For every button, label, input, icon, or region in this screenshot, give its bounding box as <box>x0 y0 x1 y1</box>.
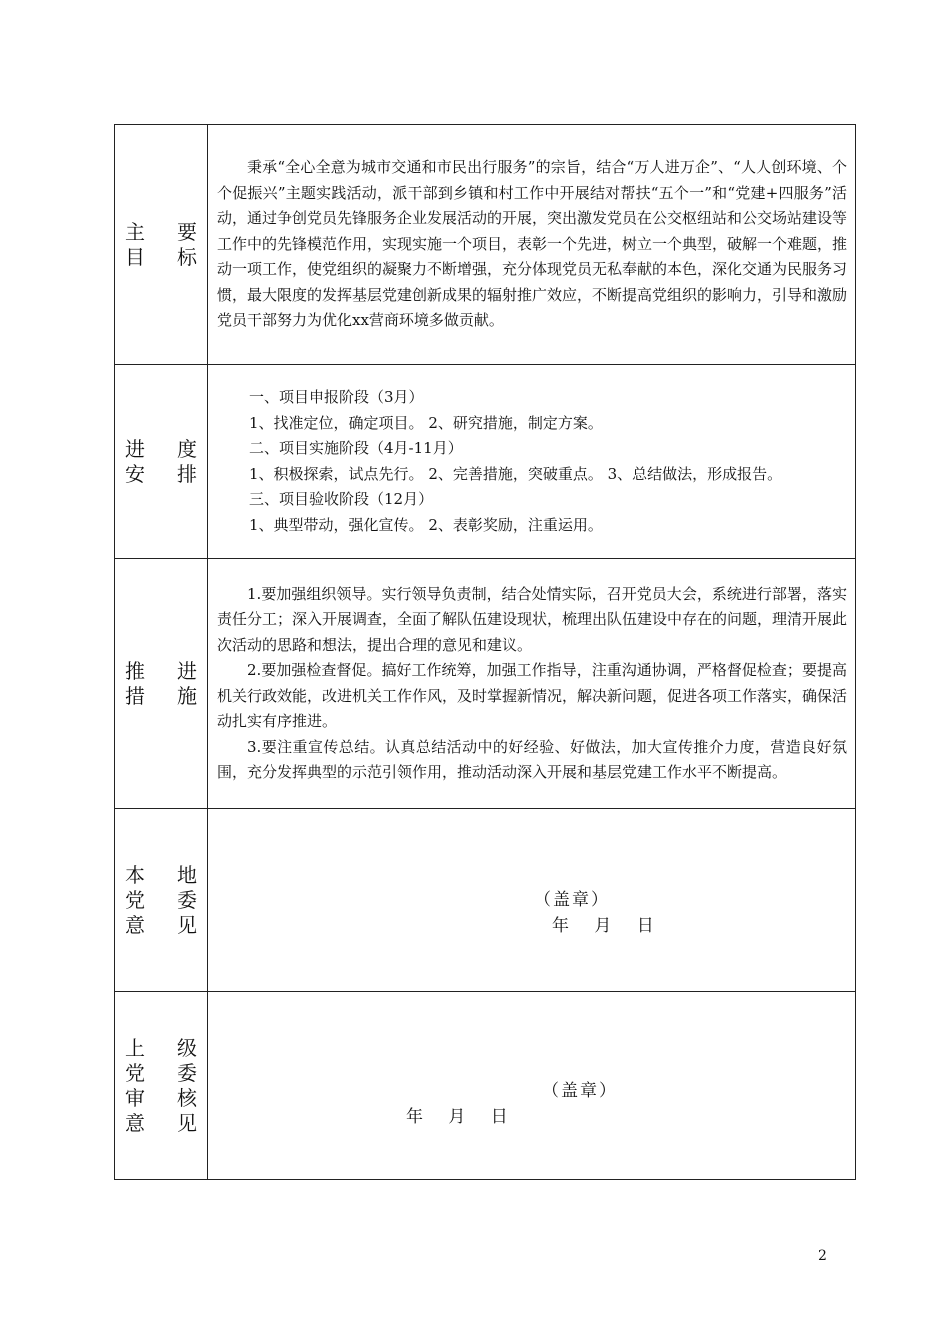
label-char: 见 <box>177 912 197 937</box>
measures-paragraph: 2.要加强检查督促。搞好工作统筹，加强工作指导，注重沟通协调，严格督促检查；要提高机关行政效能，改进机关工作作风，及时掌握新情况，解决新问题，促进各项工作落实，确保活动扎实有序推进。 <box>217 661 848 730</box>
progress-line: 三、项目验收阶段（12月） <box>249 490 434 508</box>
label-char: 主 <box>125 219 145 244</box>
label-char: 党 <box>125 1060 145 1085</box>
date-placeholder: 年 月 日 <box>406 1107 518 1127</box>
label-char: 审 <box>125 1085 145 1110</box>
progress-line: 一、项目申报阶段（3月） <box>249 388 424 406</box>
label-char: 意 <box>125 1110 145 1135</box>
objectives-label <box>115 125 208 365</box>
label-char: 安 <box>125 461 145 486</box>
page-number: 2 <box>818 1248 827 1264</box>
label-char: 上 <box>125 1035 145 1060</box>
label-char: 意 <box>125 912 145 937</box>
progress-line: 1、找准定位，确定项目。 2、研究措施，制定方案。 <box>249 413 603 432</box>
label-char: 本 <box>125 862 145 887</box>
seal-placeholder: （盖章） <box>534 890 610 910</box>
measures-content <box>208 559 856 809</box>
objectives-content <box>208 125 856 365</box>
progress-label <box>115 365 208 559</box>
label-char: 要 <box>177 219 197 244</box>
objectives-row <box>115 125 856 365</box>
upper-party-review-content <box>208 992 856 1180</box>
label-char: 核 <box>177 1085 197 1110</box>
progress-content <box>208 365 856 559</box>
label-char: 标 <box>177 244 197 269</box>
upper-party-review-label <box>115 992 208 1180</box>
measures-paragraph: 3.要注重宣传总结。认真总结活动中的好经验、好做法，加大宣传推介力度，营造良好氛围，充分发挥典型的示范引领作用，推动活动深入开展和基层党建工作水平不断提高。 <box>217 737 847 781</box>
seal-placeholder: （盖章） <box>542 1081 618 1101</box>
label-char: 进 <box>177 658 197 683</box>
label-char: 地 <box>177 862 197 887</box>
measures-paragraph: 1.要加强组织领导。实行领导负责制，结合处情实际，召开党员大会，系统进行部署，落实责任分工；深入开展调查，全面了解队伍建设现状，梳理出队伍建设中存在的问题，理清开展此次活动的思路和想法，提出合理的意见和建议。 <box>217 584 848 654</box>
progress-row <box>115 365 856 559</box>
label-char: 委 <box>177 1060 197 1085</box>
progress-line: 二、项目实施阶段（4月-11月） <box>249 439 463 457</box>
progress-line: 1、积极探索，试点先行。 2、完善措施，突破重点。 3、总结做法，形成报告。 <box>249 464 783 483</box>
progress-line: 1、典型带动，强化宣传。 2、表彰奖励，注重运用。 <box>249 515 603 534</box>
label-char: 进 <box>125 436 145 461</box>
label-char: 施 <box>177 683 197 708</box>
date-placeholder: 年 月 日 <box>552 916 664 936</box>
measures-row <box>115 559 856 809</box>
application-form-table <box>114 124 856 1180</box>
label-char: 排 <box>177 461 197 486</box>
local-party-opinion-content <box>208 809 856 992</box>
local-party-opinion-row <box>115 809 856 992</box>
label-char: 委 <box>177 887 197 912</box>
upper-party-review-row <box>115 992 856 1180</box>
label-char: 级 <box>177 1035 197 1060</box>
label-char: 推 <box>125 658 145 683</box>
measures-label <box>115 559 208 809</box>
objectives-text: 秉承“全心全意为城市交通和市民出行服务”的宗旨，结合“万人进万企”、“人人创环境、个个促振兴”主题实践活动，派干部到乡镇和村工作中开展结对帮扶“五个一”和“党建+四服务”活动，通过争创党员先锋服务企业发展活动的开展，突出激发党员在公交枢纽站和公交场站建设等工作中的先锋模范作用，实现实施一个项目，表彰一个先进，树立一个典型，破解一个难题，推动一项工作，使党组织的凝聚力不断增强，充分体现党员无私奉献的本色，深化交通为民服务习惯，最大限度的发挥基层党建创新成果的辐射推广效应，不断提高党组织的影响力，引导和激励党员干部努力为优化xx营商环境多做贡献。 <box>217 158 848 330</box>
label-char: 度 <box>177 436 197 461</box>
label-char: 目 <box>125 244 145 269</box>
label-char: 党 <box>125 887 145 912</box>
label-char: 见 <box>177 1110 197 1135</box>
label-char: 措 <box>125 683 145 708</box>
local-party-opinion-label <box>115 809 208 992</box>
